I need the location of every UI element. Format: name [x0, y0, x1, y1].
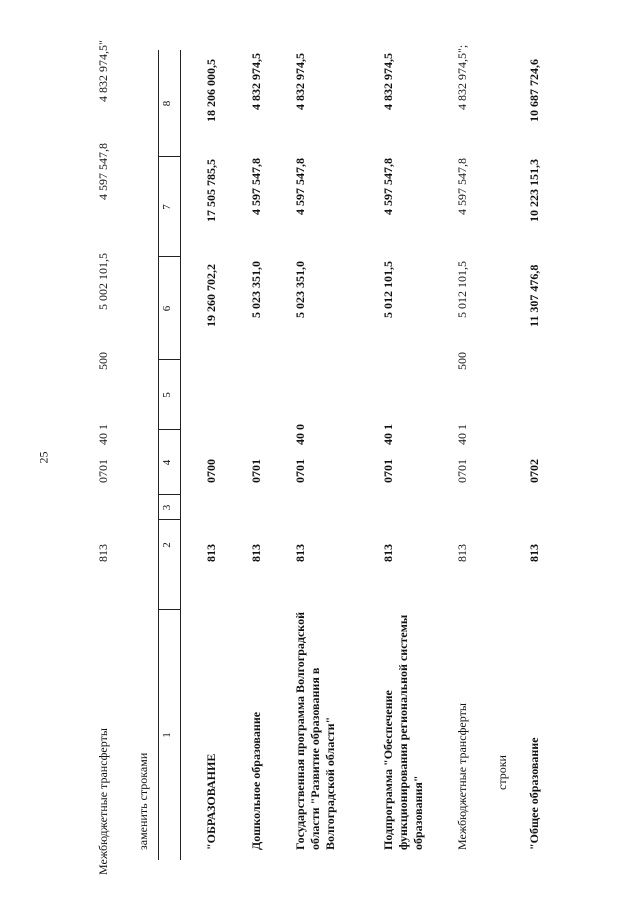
row-cell: 0701 [249, 459, 263, 483]
header-col-8: 8 [161, 100, 173, 107]
row-cell: 40 1 [455, 424, 469, 445]
top-row-col4: 40 1 [96, 424, 110, 445]
row-cell: 0701 [293, 459, 307, 483]
row-label: Дошкольное образование [249, 711, 263, 850]
row-cell: 5 023 351,0 [249, 261, 263, 318]
row-cell: 4 832 974,5 [381, 53, 395, 110]
row-label: "ОБРАЗОВАНИЕ [204, 753, 218, 850]
top-row-col6: 5 002 101,5 [96, 253, 110, 310]
header-col-5: 5 [161, 392, 173, 398]
header-col-2: 2 [161, 542, 173, 548]
row-cell: 4 597 547,8 [249, 158, 263, 215]
row-cell: 813 [381, 544, 395, 562]
last-row-cell: 10 223 151,3 [527, 159, 541, 222]
last-row-label: "Общее образование [527, 737, 541, 850]
last-row-cell: 10 687 724,6 [527, 59, 541, 122]
last-row-cell: 0702 [527, 459, 541, 483]
row-cell: 0701 [455, 459, 469, 483]
row-cell: 813 [249, 544, 263, 562]
row-cell: 813 [455, 544, 469, 562]
row-cell: 19 260 702,2 [204, 264, 218, 327]
replace-instruction: заменить строками [136, 752, 150, 850]
row-label: Государственная программа Волгоградской области "Развитие образования в Волгоградской области" [293, 612, 337, 850]
header-col-4: 4 [161, 459, 173, 466]
top-row-col2: 813 [96, 544, 110, 562]
row-label: Межбюджетные трансферты [455, 703, 469, 850]
row-cell: 0701 [381, 459, 395, 483]
row-cell: 5 012 101,5 [381, 261, 395, 318]
row-cell: 813 [204, 544, 218, 562]
row-cell: 18 206 000,5 [204, 59, 218, 122]
top-row-label: Межбюджетные трансферты [96, 728, 110, 875]
row-cell: 4 832 974,5 [293, 53, 307, 110]
row-cell: 500 [455, 352, 469, 370]
row-cell: 5 023 351,0 [293, 261, 307, 318]
header-col-1: 1 [161, 732, 173, 738]
row-cell: 4 597 547,8 [381, 158, 395, 215]
top-row-col7: 4 597 547,8 [96, 143, 110, 200]
row-cell: 5 012 101,5 [455, 261, 469, 318]
header-bottom-border [180, 50, 181, 860]
top-row-col8: 4 832 974,5" [96, 40, 110, 102]
header-col-7: 7 [161, 204, 173, 210]
header-col-3: 3 [161, 504, 173, 511]
row-label: Подпрограмма "Обеспечение функционирования региональной системы образования" [381, 614, 425, 850]
row-cell: 0700 [204, 459, 218, 483]
row-cell: 40 0 [293, 424, 307, 445]
row-cell: 4 597 547,8 [293, 158, 307, 215]
row-cell: 17 505 785,5 [204, 159, 218, 222]
header-top-border [158, 50, 159, 860]
top-row-col5: 500 [96, 352, 110, 370]
lines-instruction: строки [495, 755, 509, 790]
row-cell: 4 832 974,5"; [455, 44, 469, 110]
row-cell: 4 832 974,5 [249, 53, 263, 110]
row-cell: 40 1 [381, 424, 395, 445]
top-row-col3: 0701 [96, 459, 110, 483]
last-row-cell: 813 [527, 544, 541, 562]
page-number: 25 [36, 451, 51, 464]
row-cell: 4 597 547,8 [455, 158, 469, 215]
row-cell: 813 [293, 544, 307, 562]
last-row-cell: 11 307 476,8 [527, 264, 541, 327]
header-col-6: 6 [161, 305, 173, 312]
